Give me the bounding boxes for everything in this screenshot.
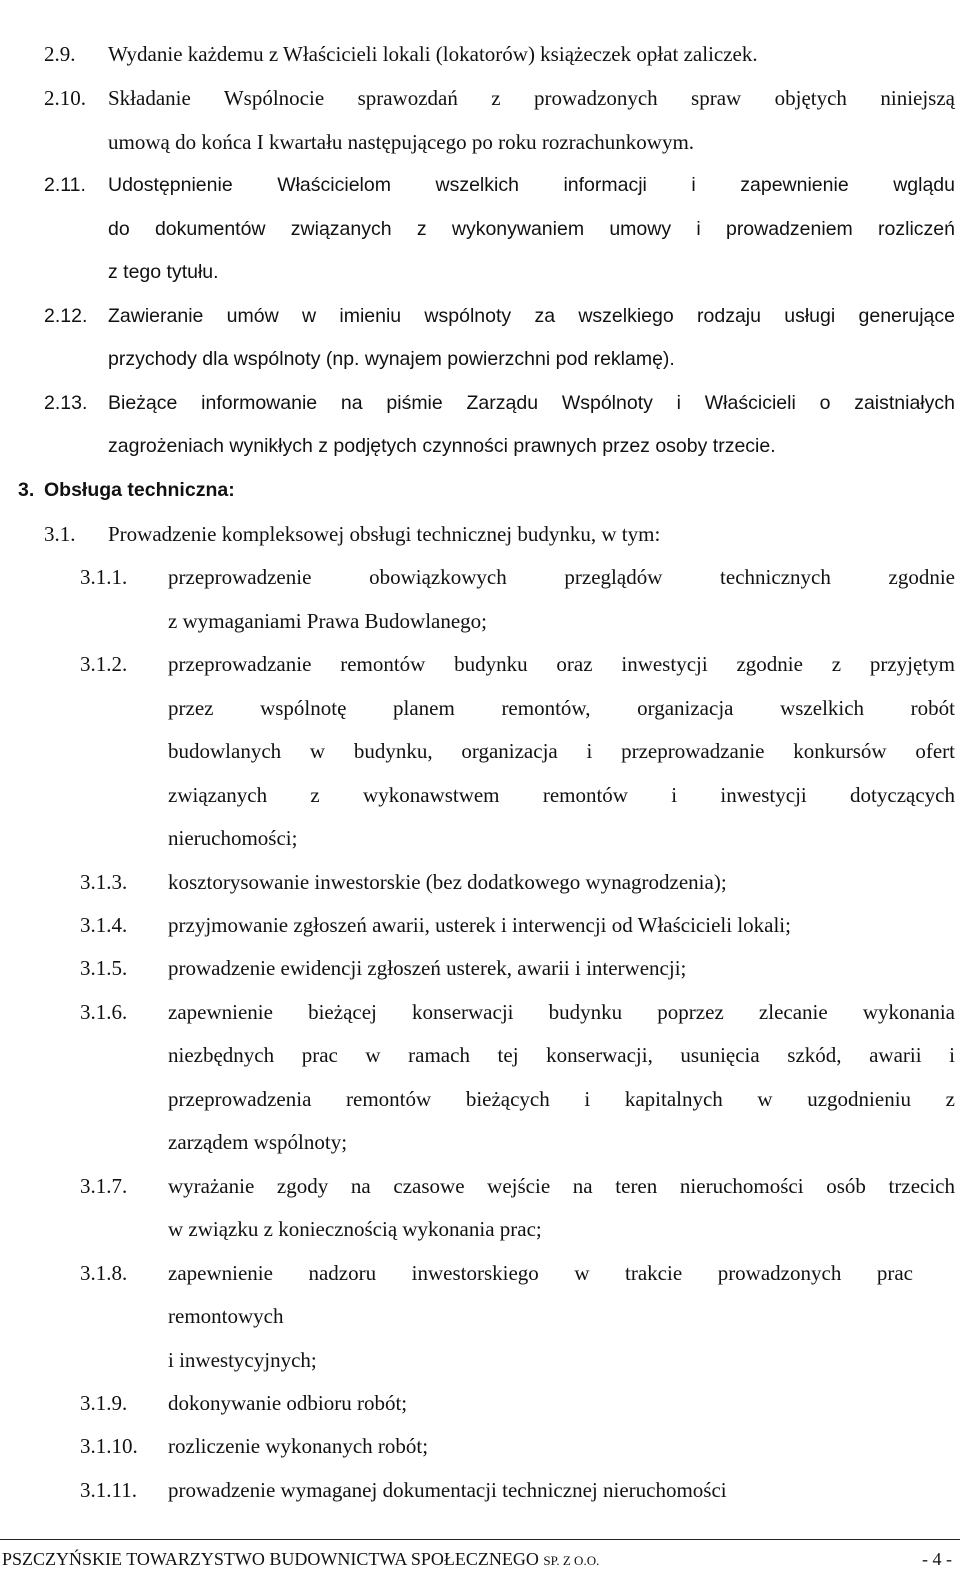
subitem-text: zapewnienie nadzoru inwestorskiego w trakcie prowadzonych prac: [168, 1261, 913, 1285]
subsection-number: 3.1.: [44, 522, 76, 546]
subitem-text: w związku z koniecznością wykonania prac;: [168, 1217, 542, 1241]
subitem-text: przyjmowanie zgłoszeń awarii, usterek i interwencji od Właścicieli lokali;: [168, 913, 791, 937]
item-text: Udostępnienie Właścicielom wszelkich informacji i zapewnienie wglądu: [108, 174, 955, 196]
subitem-text: remontowych: [168, 1304, 284, 1328]
item-text: Zawieranie umów w imieniu wspólnoty za wszelkiego rodzaju usługi generujące: [108, 305, 955, 327]
subitem-number: 3.1.6.: [80, 1000, 128, 1024]
subitem-number: 3.1.1.: [80, 565, 128, 589]
item-text: do dokumentów związanych z wykonywaniem umowy i prowadzeniem rozliczeń: [108, 218, 955, 240]
subitem-text: prowadzenie wymaganej dokumentacji technicznej nieruchomości: [168, 1478, 727, 1502]
page-number: - 4 -: [922, 1549, 952, 1569]
subitem-number: 3.1.9.: [80, 1391, 128, 1415]
subitem-text: dokonywanie odbioru robót;: [168, 1391, 408, 1415]
item-number: 2.9.: [44, 42, 76, 66]
subitem-text: związanych z wykonawstwem remontów i inwestycji dotyczących: [168, 783, 955, 807]
footer-divider: [0, 1539, 960, 1540]
subitem-text: budowlanych w budynku, organizacja i przeprowadzanie konkursów ofert: [168, 739, 955, 763]
section-number: 3.: [18, 479, 35, 501]
subsection-text: Prowadzenie kompleksowej obsługi technicznej budynku, w tym:: [108, 522, 661, 546]
item-text: przychody dla wspólnoty (np. wynajem powierzchni pod reklamę).: [108, 348, 675, 370]
subitem-text: przeprowadzenia remontów bieżących i kapitalnych w uzgodnieniu z: [168, 1087, 955, 1111]
item-text: Bieżące informowanie na piśmie Zarządu Wspólnoty i Właścicieli o zaistniałych: [108, 392, 955, 414]
item-number: 2.13.: [44, 392, 88, 414]
subitem-text: przeprowadzanie remontów budynku oraz inwestycji zgodnie z przyjętym: [168, 652, 955, 676]
item-number: 2.12.: [44, 305, 88, 327]
subitem-number: 3.1.11.: [80, 1478, 137, 1502]
subitem-text: rozliczenie wykonanych robót;: [168, 1434, 429, 1458]
item-text: z tego tytułu.: [108, 261, 219, 283]
item-number: 2.11.: [44, 174, 86, 196]
subitem-number: 3.1.5.: [80, 956, 128, 980]
subitem-text: wyrażanie zgody na czasowe wejście na teren nieruchomości osób trzecich: [168, 1174, 955, 1198]
item-text: Wydanie każdemu z Właścicieli lokali (lokatorów) książeczek opłat zaliczek.: [108, 42, 758, 66]
subitem-text: zapewnienie bieżącej konserwacji budynku poprzez zlecanie wykonania: [168, 1000, 955, 1024]
subitem-text: przeprowadzenie obowiązkowych przeglądów technicznych zgodnie: [168, 565, 955, 589]
footer-company-suffix: SP. Z O.O.: [543, 1553, 600, 1568]
item-number: 2.10.: [44, 86, 86, 110]
subitem-text: prowadzenie ewidencji zgłoszeń usterek, awarii i interwencji;: [168, 956, 687, 980]
subitem-number: 3.1.2.: [80, 652, 128, 676]
subitem-text: kosztorysowanie inwestorskie (bez dodatkowego wynagrodzenia);: [168, 870, 727, 894]
footer-company-name: PSZCZYŃSKIE TOWARZYSTWO BUDOWNICTWA SPOŁECZNEGO: [2, 1549, 539, 1569]
subitem-number: 3.1.10.: [80, 1434, 138, 1458]
subitem-number: 3.1.7.: [80, 1174, 128, 1198]
subitem-text: i inwestycyjnych;: [168, 1348, 317, 1372]
footer-company: [2, 1548, 599, 1572]
item-text: umową do końca I kwartału następującego po roku rozrachunkowym.: [108, 130, 695, 154]
subitem-text: zarządem wspólnoty;: [168, 1130, 348, 1154]
subitem-number: 3.1.4.: [80, 913, 128, 937]
subitem-text: niezbędnych prac w ramach tej konserwacji, usunięcia szkód, awarii i: [168, 1043, 955, 1067]
subitem-text: z wymaganiami Prawa Budowlanego;: [168, 609, 487, 633]
subitem-number: 3.1.3.: [80, 870, 128, 894]
item-text: Składanie Wspólnocie sprawozdań z prowadzonych spraw objętych niniejszą: [108, 86, 955, 110]
item-text: zagrożeniach wynikłych z podjętych czynności prawnych przez osoby trzecie.: [108, 435, 776, 457]
subitem-text: przez wspólnotę planem remontów, organizacja wszelkich robót: [168, 696, 955, 720]
section-title: Obsługa techniczna:: [44, 479, 235, 501]
subitem-number: 3.1.8.: [80, 1261, 128, 1285]
subitem-text: nieruchomości;: [168, 826, 298, 850]
